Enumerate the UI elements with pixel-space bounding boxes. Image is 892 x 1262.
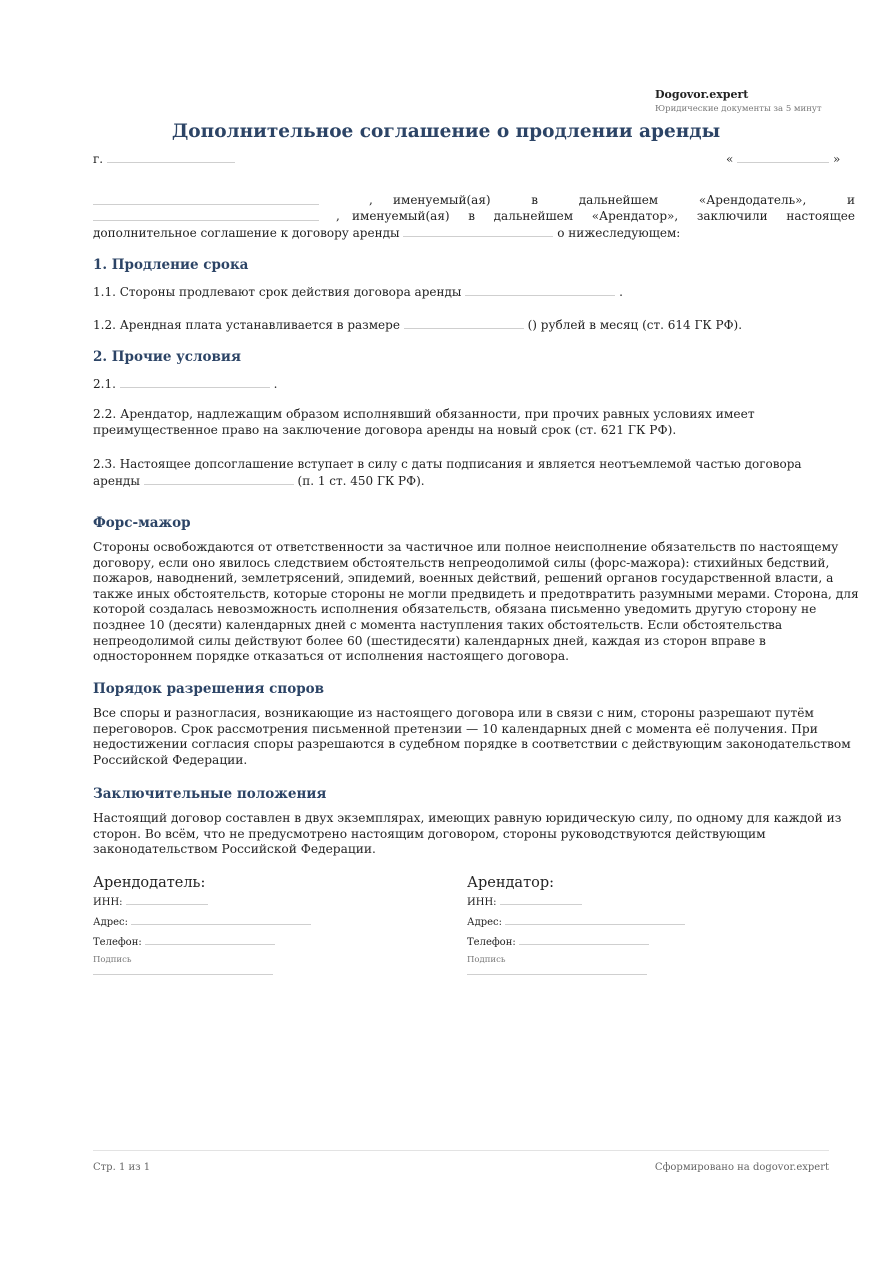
intro-line-1-text: именуемый(ая) в дальнейшем «Арендодатель», и bbox=[393, 193, 855, 207]
landlord-phone-blank bbox=[145, 932, 275, 945]
tenant-address-label: Адрес: bbox=[467, 917, 503, 928]
tenant-address-blank bbox=[505, 912, 685, 925]
city-prefix: г. bbox=[93, 152, 104, 166]
landlord-phone-label: Телефон: bbox=[93, 937, 142, 948]
landlord-address-row bbox=[93, 912, 393, 932]
intro-line-2 bbox=[93, 208, 855, 225]
landlord-signature-label: Подпись bbox=[93, 955, 132, 965]
landlord-address-blank bbox=[131, 912, 311, 925]
tenant-inn-label: ИНН: bbox=[467, 897, 497, 908]
landlord-title: Арендодатель: bbox=[93, 875, 206, 891]
contract-ref-blank bbox=[144, 472, 294, 485]
disputes-heading: Порядок разрешения споров bbox=[93, 681, 325, 697]
section-1-heading: 1. Продление срока bbox=[93, 257, 249, 273]
tenant-signature-label: Подпись bbox=[467, 955, 506, 965]
intro-line-3-end: о нижеследующем: bbox=[557, 226, 681, 240]
tenant-signature-blank bbox=[467, 968, 647, 975]
clause-2-3-line-2 bbox=[93, 472, 855, 489]
clause-2-1-text: 2.1. bbox=[93, 377, 116, 391]
section-2-heading: 2. Прочие условия bbox=[93, 349, 241, 365]
tenant-address-row bbox=[467, 912, 767, 932]
landlord-signature-blank bbox=[93, 968, 273, 975]
date-open-quote: « bbox=[726, 152, 734, 166]
clause-2-3-start: аренды bbox=[93, 474, 140, 488]
term-blank bbox=[465, 283, 615, 296]
force-majeure-text: Стороны освобождаются от ответственности за частичное или полное неисполнение обязательств по настоящему договору, если оно явилось следствием обстоятельств непреодолимой силы (форс-мажора): стихийных бедствий, пожаров, наводнений, землетрясений, эпидемий, военных действий, решений органов государственной власти, а также иных обстоятельств, которые стороны не могли предвидеть и предотвратить разумными мерами. Сторона, для которой создалась невозможность исполнения обязательств, обязана письменно уведомить другую сторону не позднее 10 (десяти) календарных дней с момента наступления таких обстоятельств. Если обстоятельства непреодолимой силы действуют более 60 (шестидесяти) календарных дней, каждая из сторон вправе в одностороннем порядке отказаться от исполнения настоящего договора. bbox=[93, 540, 859, 664]
clause-2-2: 2.2. Арендатор, надлежащим образом исполнявший обязанности, при прочих равных условиях имеет преимущественное право на заключение договора аренды на новый срок (ст. 621 ГК РФ). bbox=[93, 407, 755, 437]
clause-2-1-end: . bbox=[273, 377, 278, 391]
intro-line-3 bbox=[93, 224, 855, 241]
final-provisions-text: Настоящий договор составлен в двух экземплярах, имеющих равную юридическую силу, по одному для каждой из сторон. Во всём, что не предусмотрено настоящим договором, стороны руководствуются действующим законодательством Российской Федерации. bbox=[93, 811, 842, 857]
intro-comma-1: , bbox=[369, 193, 373, 207]
disputes-text: Все споры и разногласия, возникающие из настоящего договора или в связи с ним, стороны разрешают путём переговоров. Срок рассмотрения письменной претензии — 10 календарных дней с момента её получения. При недостижении согласия споры разрешаются в судебном порядке в соответствии с действующим законодательством Российской Федерации. bbox=[93, 706, 851, 767]
footer-divider bbox=[93, 1150, 829, 1151]
contract-number-blank bbox=[403, 224, 553, 237]
clause-1-1 bbox=[93, 283, 855, 300]
date-close-quote: » bbox=[833, 152, 841, 166]
document-title: Дополнительное соглашение о продлении аренды bbox=[171, 121, 721, 142]
tenant-inn-blank bbox=[500, 892, 582, 905]
intro-comma-2: , bbox=[336, 209, 340, 223]
generated-by: Сформировано на dogovor.expert bbox=[654, 1162, 829, 1173]
brand-name: Dogovor.expert bbox=[655, 88, 749, 101]
tenant-inn-row bbox=[467, 892, 767, 912]
page-number: Стр. 1 из 1 bbox=[93, 1162, 151, 1173]
tenant-phone-label: Телефон: bbox=[467, 937, 516, 948]
brand-block bbox=[655, 88, 855, 116]
tenant-signature-block bbox=[467, 874, 767, 975]
tenant-phone-row bbox=[467, 932, 767, 952]
intro-line-2-text: именуемый(ая) в дальнейшем «Арендатор», заключили настоящее bbox=[352, 209, 855, 223]
brand-tagline: Юридические документы за 5 минут bbox=[655, 104, 822, 114]
clause-1-2-end: () рублей в месяц (ст. 614 ГК РФ). bbox=[527, 318, 743, 332]
clause-1-2 bbox=[93, 316, 855, 333]
landlord-address-label: Адрес: bbox=[93, 917, 129, 928]
other-terms-blank bbox=[120, 375, 270, 388]
tenant-title: Арендатор: bbox=[467, 875, 554, 891]
landlord-name-blank bbox=[93, 192, 319, 205]
place-date-line bbox=[93, 150, 855, 167]
landlord-phone-row bbox=[93, 932, 393, 952]
date-group bbox=[726, 150, 840, 167]
rent-amount-blank bbox=[404, 316, 524, 329]
landlord-inn-label: ИНН: bbox=[93, 897, 123, 908]
date-blank bbox=[737, 150, 829, 163]
clause-2-1 bbox=[93, 375, 855, 392]
landlord-signature-block bbox=[93, 874, 393, 975]
tenant-phone-blank bbox=[519, 932, 649, 945]
force-majeure-heading: Форс-мажор bbox=[93, 515, 191, 531]
final-provisions-heading: Заключительные положения bbox=[93, 786, 327, 802]
clause-1-2-text: 1.2. Арендная плата устанавливается в размере bbox=[93, 318, 400, 332]
clause-2-3-line-1: 2.3. Настоящее допсоглашение вступает в силу с даты подписания и является неотъемлемой частью договора bbox=[93, 457, 802, 471]
clause-1-1-text: 1.1. Стороны продлевают срок действия договора аренды bbox=[93, 285, 462, 299]
city-blank bbox=[107, 150, 235, 163]
landlord-inn-row bbox=[93, 892, 393, 912]
intro-line-3-start: дополнительное соглашение к договору аренды bbox=[93, 226, 400, 240]
landlord-inn-blank bbox=[126, 892, 208, 905]
clause-1-1-end: . bbox=[619, 285, 623, 299]
tenant-name-blank bbox=[93, 208, 319, 221]
intro-line-1 bbox=[93, 192, 855, 209]
clause-2-3-end: (п. 1 ст. 450 ГК РФ). bbox=[297, 474, 425, 488]
